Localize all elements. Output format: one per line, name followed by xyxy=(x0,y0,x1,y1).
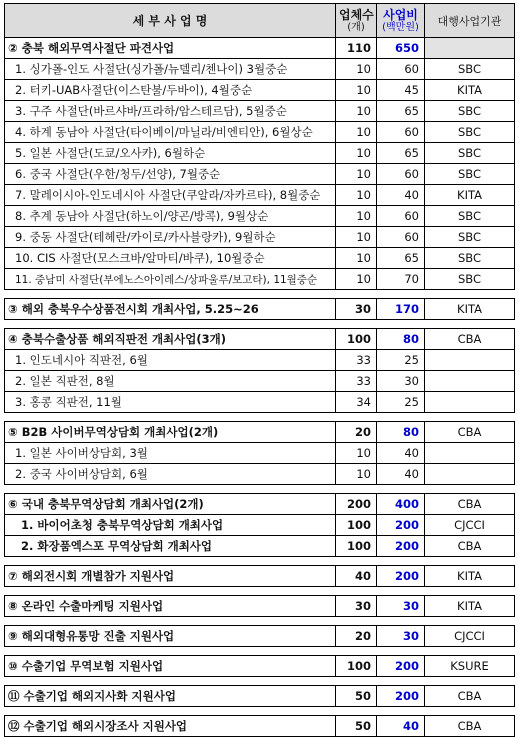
item-title: 11. 중남미 사절단(부에노스아이레스/상파울루/보고타), 11월중순 xyxy=(5,269,336,290)
item-budget: 65 xyxy=(377,248,425,269)
spacer-row xyxy=(5,557,515,566)
section-title: ⑤ B2B 사이버무역상담회 개최사업(2개) xyxy=(5,422,336,443)
section-title: ⑫ 수출기업 해외시장조사 지원사업 xyxy=(5,716,336,737)
program-table-container xyxy=(4,3,514,737)
section-title: ⑧ 온라인 수출마케팅 지원사업 xyxy=(5,596,336,617)
section-row xyxy=(5,626,515,647)
section-row xyxy=(5,596,515,617)
item-title: 3. 구주 사절단(바르샤바/프라하/암스테르담), 5월중순 xyxy=(5,101,336,122)
header-row xyxy=(5,4,515,38)
section-row xyxy=(5,716,515,737)
item-agency: SBC xyxy=(425,59,515,80)
table-row xyxy=(5,122,515,143)
section-agency: KITA xyxy=(425,299,515,320)
item-budget: 40 xyxy=(377,464,425,485)
item-title: 4. 하계 동남아 사절단(타이베이/마닐라/비엔티안), 6월상순 xyxy=(5,122,336,143)
table-row xyxy=(5,185,515,206)
item-companies: 10 xyxy=(336,143,377,164)
section-title: ④ 충북수출상품 해외직판전 개최사업(3개) xyxy=(5,329,336,350)
section-row xyxy=(5,686,515,707)
item-companies: 10 xyxy=(336,269,377,290)
section-title: ⑩ 수출기업 무역보험 지원사업 xyxy=(5,656,336,677)
item-budget: 200 xyxy=(377,536,425,557)
item-title: 1. 인도네시아 직판전, 6월 xyxy=(5,350,336,371)
item-title: 1. 일본 사이버상담회, 3월 xyxy=(5,443,336,464)
item-companies: 100 xyxy=(336,515,377,536)
item-agency xyxy=(425,371,515,392)
item-agency: CJCCI xyxy=(425,515,515,536)
table-row xyxy=(5,371,515,392)
item-agency xyxy=(425,350,515,371)
item-agency xyxy=(425,392,515,413)
item-companies: 10 xyxy=(336,122,377,143)
table-row xyxy=(5,392,515,413)
item-companies: 10 xyxy=(336,464,377,485)
item-companies: 10 xyxy=(336,185,377,206)
section-companies: 20 xyxy=(336,422,377,443)
section-title: ⑨ 해외대형유통망 진출 지원사업 xyxy=(5,626,336,647)
table-row xyxy=(5,143,515,164)
item-companies: 100 xyxy=(336,536,377,557)
item-budget: 65 xyxy=(377,143,425,164)
item-companies: 10 xyxy=(336,59,377,80)
item-agency: SBC xyxy=(425,227,515,248)
item-agency: SBC xyxy=(425,269,515,290)
section-budget: 170 xyxy=(377,299,425,320)
section-companies: 50 xyxy=(336,686,377,707)
section-agency: CBA xyxy=(425,494,515,515)
item-agency: CBA xyxy=(425,536,515,557)
item-companies: 33 xyxy=(336,350,377,371)
item-agency: SBC xyxy=(425,101,515,122)
section-budget: 80 xyxy=(377,422,425,443)
table-row xyxy=(5,350,515,371)
spacer-row xyxy=(5,587,515,596)
item-budget: 60 xyxy=(377,206,425,227)
item-agency: SBC xyxy=(425,164,515,185)
spacer-row xyxy=(5,617,515,626)
section-companies: 50 xyxy=(336,716,377,737)
spacer-row xyxy=(5,320,515,329)
item-budget: 60 xyxy=(377,227,425,248)
item-budget: 70 xyxy=(377,269,425,290)
section-budget: 200 xyxy=(377,686,425,707)
item-budget: 25 xyxy=(377,392,425,413)
header-budget: 사업비 (백만원) xyxy=(377,4,425,38)
section-budget: 30 xyxy=(377,596,425,617)
item-title: 5. 일본 사절단(도쿄/오사카), 6월하순 xyxy=(5,143,336,164)
table-row xyxy=(5,515,515,536)
item-title: 2. 터키-UAB사절단(이스탄불/두바이), 4월중순 xyxy=(5,80,336,101)
item-agency: SBC xyxy=(425,248,515,269)
header-program: 세 부 사 업 명 xyxy=(5,4,336,38)
item-budget: 60 xyxy=(377,122,425,143)
section-companies: 40 xyxy=(336,566,377,587)
item-title: 2. 일본 직판전, 8월 xyxy=(5,371,336,392)
table-row xyxy=(5,59,515,80)
section-row xyxy=(5,494,515,515)
header-companies: 업체수 (개) xyxy=(336,4,377,38)
item-budget: 40 xyxy=(377,443,425,464)
table-row xyxy=(5,164,515,185)
item-title: 2. 화장품엑스포 무역상담회 개최사업 xyxy=(5,536,336,557)
spacer-row xyxy=(5,413,515,422)
section-companies: 100 xyxy=(336,656,377,677)
item-title: 7. 말레이시아-인도네시아 사절단(쿠알라/자카르타), 8월중순 xyxy=(5,185,336,206)
section-companies: 110 xyxy=(336,38,377,59)
section-companies: 30 xyxy=(336,596,377,617)
item-budget: 45 xyxy=(377,80,425,101)
spacer-row xyxy=(5,677,515,686)
spacer-row xyxy=(5,290,515,299)
header-agency: 대행사업기관 xyxy=(425,4,515,38)
section-budget: 80 xyxy=(377,329,425,350)
section-agency: CBA xyxy=(425,686,515,707)
section-budget: 40 xyxy=(377,716,425,737)
item-title: 10. CIS 사절단(모스크바/알마티/바쿠), 10월중순 xyxy=(5,248,336,269)
section-row xyxy=(5,299,515,320)
item-title: 2. 중국 사이버상담회, 6월 xyxy=(5,464,336,485)
section-companies: 20 xyxy=(336,626,377,647)
item-companies: 10 xyxy=(336,101,377,122)
spacer-row xyxy=(5,485,515,494)
section-row xyxy=(5,656,515,677)
section-budget: 400 xyxy=(377,494,425,515)
section-title: ⑥ 국내 충북무역상담회 개최사업(2개) xyxy=(5,494,336,515)
table-row xyxy=(5,206,515,227)
section-title: ② 충북 해외무역사절단 파견사업 xyxy=(5,38,336,59)
item-agency: KITA xyxy=(425,80,515,101)
section-companies: 30 xyxy=(336,299,377,320)
item-title: 1. 바이어초청 충북무역상담회 개최사업 xyxy=(5,515,336,536)
item-budget: 200 xyxy=(377,515,425,536)
table-row xyxy=(5,227,515,248)
table-row xyxy=(5,443,515,464)
table-row xyxy=(5,464,515,485)
section-title: ⑪ 수출기업 해외지사화 지원사업 xyxy=(5,686,336,707)
section-agency: CJCCI xyxy=(425,626,515,647)
spacer-row xyxy=(5,647,515,656)
section-row xyxy=(5,38,515,59)
section-budget: 650 xyxy=(377,38,425,59)
table-row xyxy=(5,101,515,122)
table-row xyxy=(5,269,515,290)
section-row xyxy=(5,422,515,443)
section-row xyxy=(5,566,515,587)
spacer-row xyxy=(5,707,515,716)
section-agency: CBA xyxy=(425,329,515,350)
item-title: 3. 홍콩 직판전, 11월 xyxy=(5,392,336,413)
section-agency: KSURE xyxy=(425,656,515,677)
item-companies: 10 xyxy=(336,248,377,269)
item-title: 9. 중동 사절단(테헤란/카이로/카사블랑카), 9월하순 xyxy=(5,227,336,248)
item-title: 8. 추계 동남아 사절단(하노이/양곤/방콕), 9월상순 xyxy=(5,206,336,227)
item-budget: 60 xyxy=(377,59,425,80)
section-budget: 30 xyxy=(377,626,425,647)
item-budget: 60 xyxy=(377,164,425,185)
section-agency xyxy=(425,38,515,59)
item-agency xyxy=(425,443,515,464)
section-agency: KITA xyxy=(425,566,515,587)
item-companies: 10 xyxy=(336,227,377,248)
section-agency: CBA xyxy=(425,716,515,737)
section-agency: KITA xyxy=(425,596,515,617)
section-title: ③ 해외 충북우수상품전시회 개최사업, 5.25~26 xyxy=(5,299,336,320)
section-title: ⑦ 해외전시회 개별참가 지원사업 xyxy=(5,566,336,587)
item-companies: 33 xyxy=(336,371,377,392)
item-agency: SBC xyxy=(425,143,515,164)
item-companies: 10 xyxy=(336,164,377,185)
item-budget: 65 xyxy=(377,101,425,122)
item-companies: 10 xyxy=(336,206,377,227)
item-agency xyxy=(425,464,515,485)
item-companies: 10 xyxy=(336,443,377,464)
item-agency: SBC xyxy=(425,122,515,143)
section-row xyxy=(5,329,515,350)
section-companies: 100 xyxy=(336,329,377,350)
item-budget: 30 xyxy=(377,371,425,392)
item-agency: SBC xyxy=(425,206,515,227)
section-companies: 200 xyxy=(336,494,377,515)
item-companies: 10 xyxy=(336,80,377,101)
item-agency: KITA xyxy=(425,185,515,206)
item-budget: 25 xyxy=(377,350,425,371)
program-table xyxy=(4,3,515,737)
table-row xyxy=(5,248,515,269)
item-budget: 40 xyxy=(377,185,425,206)
section-budget: 200 xyxy=(377,566,425,587)
section-budget: 200 xyxy=(377,656,425,677)
item-companies: 34 xyxy=(336,392,377,413)
item-title: 6. 중국 사절단(우한/청두/선양), 7월중순 xyxy=(5,164,336,185)
table-row xyxy=(5,80,515,101)
section-agency: CBA xyxy=(425,422,515,443)
table-row xyxy=(5,536,515,557)
item-title: 1. 싱가폴-인도 사절단(싱가폴/뉴델리/첸나이) 3월중순 xyxy=(5,59,336,80)
